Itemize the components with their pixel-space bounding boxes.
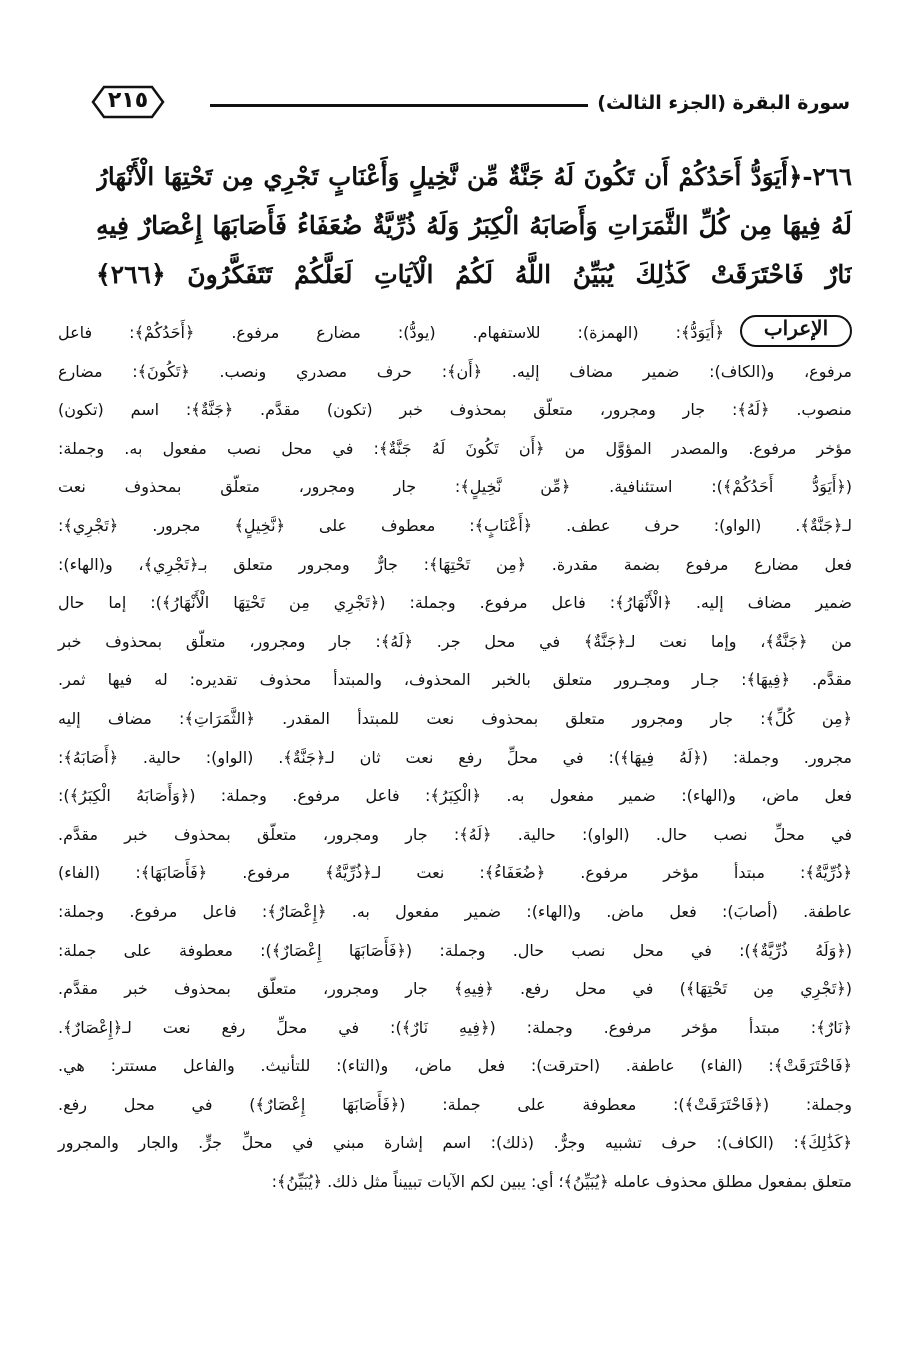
analysis-line: ﴿كَذَٰلِكَ﴾: (الكاف): حرف تشبيه وجرٌّ. (ذلك): اسم إشارة مبني في محلِّ جرٍّ. والجار والمجرور — [58, 1133, 852, 1153]
analysis-line: (﴿تَجْرِي مِن تَحْتِهَا﴾) في محل رفع. ﴿فِيهِ﴾ جار ومجرور، متعلّق بمحذوف خبر مقدَّم. — [58, 979, 852, 999]
irab-analysis — [58, 314, 852, 1202]
analysis-line: في محلِّ نصب حال. (الواو): حالية. ﴿لَهُ﴾: جار ومجرور، متعلّق بمحذوف خبر مقدَّم. — [58, 824, 852, 844]
analysis-line: متعلق بمفعول مطلق محذوف عامله ﴿يُبَيِّنُ﴾؛ أي: يبين لكم الآيات تبييناً مثل ذلك. ﴿يُبَيِّنُ﴾: — [271, 1172, 852, 1192]
analysis-line: وجملة: (﴿فَاحْتَرَقَتْ﴾): معطوفة على جملة: (﴿فَأَصَابَهَا إِعْصَارٌ﴾) في محل رفع. — [58, 1094, 852, 1114]
analysis-line: (﴿أَيَوَدُّ أَحَدُكُمْ﴾): استئنافية. ﴿مِّن نَّخِيلٍ﴾: جار ومجرور، متعلّق بمحذوف نعت — [58, 477, 852, 497]
analysis-line: مجرور. وجملة: (﴿لَهُ فِيهَا﴾): في محلِّ رفع نعت ثان لـ﴿جَنَّةٌ﴾. (الواو): حالية. ﴿أَصَابَهُ﴾: — [58, 747, 852, 767]
analysis-line: (﴿وَلَهُ ذُرِّيَّةٌ﴾): في محل نصب حال. وجملة: (﴿فَأَصَابَهَا إِعْصَارٌ﴾): معطوفة على جملة: — [58, 940, 852, 960]
verse-line: لَهُ فِيهَا مِن كُلِّ الثَّمَرَاتِ وَأَصَابَهُ الْكِبَرُ وَلَهُ ذُرِّيَّةٌ ضُعَفَاءُ فَأَصَابَهَا إِعْصَارٌ فِيهِ — [96, 211, 852, 240]
page-header — [90, 78, 850, 126]
analysis-line: ﴿أَيَوَدُّ﴾: (الهمزة): للاستفهام. (يودُّ): مضارع مرفوع. ﴿أَحَدُكُمْ﴾: فاعل — [58, 323, 724, 342]
analysis-line: ﴿مِن كُلِّ﴾: جار ومجرور متعلق بمحذوف نعت للمبتدأ المقدر. ﴿الثَّمَرَاتِ﴾: مضاف إليه — [58, 708, 852, 728]
verse-line: نَارٌ فَاحْتَرَقَتْ كَذَٰلِكَ يُبَيِّنُ اللَّهُ لَكُمُ الْآيَاتِ لَعَلَّكُمْ تَتَفَكَّرُونَ ﴿٢٦٦﴾ — [96, 260, 852, 289]
page-number: ٢١٥ — [107, 88, 149, 113]
page-number-badge — [90, 84, 166, 120]
quran-verse — [96, 152, 852, 299]
surah-title: سورة البقرة (الجزء الثالث) — [597, 92, 850, 114]
analysis-line: عاطفة. (أصابَ): فعل ماض. و(الهاء): ضمير مفعول به. ﴿إِعْصَارٌ﴾: فاعل مرفوع. وجملة: — [58, 901, 852, 921]
analysis-line: مقدَّم. ﴿فِيهَا﴾: جـار ومجـرور متعلق بالخبر المحذوف، والمبتدأ محذوف تقديره: له فيها ثمر. — [58, 670, 852, 690]
analysis-line: مؤخر مرفوع. والمصدر المؤوَّل من ﴿أَن تَكُونَ لَهُ جَنَّةٌ﴾: في محل نصب مفعول به. وجملة: — [58, 438, 852, 458]
analysis-line: منصوب. ﴿لَهُ﴾: جار ومجرور، متعلّق بمحذوف خبر (تكون) مقدَّم. ﴿جَنَّةٌ﴾: اسم (تكون) — [58, 400, 852, 420]
analysis-line: ضمير مضاف إليه. ﴿الْأَنْهَارُ﴾: فاعل مرفوع. وجملة: (﴿تَجْرِي مِن تَحْتِهَا الْأَنْهَارُ﴾): إما حال — [58, 593, 852, 613]
analysis-line: فعل مضارع مرفوع بضمة مقدرة. ﴿مِن تَحْتِهَا﴾: جارٌّ ومجرور متعلق بـ﴿تَجْرِي﴾، و(الهاء): — [58, 554, 852, 574]
analysis-line: من ﴿جَنَّةٌ﴾، وإما نعت لـ﴿جَنَّةٌ﴾ في محل جر. ﴿لَهُ﴾: جار ومجرور، متعلّق بمحذوف خبر — [58, 631, 852, 651]
analysis-line: ﴿ذُرِّيَّةٌ﴾: مبتدأ مؤخر مرفوع. ﴿ضُعَفَاءُ﴾: نعت لـ﴿ذُرِّيَّةٌ﴾ مرفوع. ﴿فَأَصَابَهَا﴾: (الفاء) — [58, 863, 852, 883]
header-rule — [210, 104, 588, 107]
analysis-line: لـ﴿جَنَّةٌ﴾. (الواو): حرف عطف. ﴿أَعْنَابٍ﴾: معطوف على ﴿نَّخِيلٍ﴾ مجرور. ﴿تَجْرِي﴾: — [58, 515, 852, 535]
analysis-line: فعل ماض، و(الهاء): ضمير مفعول به. ﴿الْكِبَرُ﴾: فاعل مرفوع. وجملة: (﴿وَأَصَابَهُ الْكِبَرُ﴾): — [58, 786, 852, 806]
analysis-line: ﴿فَاحْتَرَقَتْ﴾: (الفاء) عاطفة. (احترقت): فعل ماض، و(التاء): للتأنيث. والفاعل مستتر: هي. — [58, 1056, 852, 1076]
analysis-line: مرفوع، و(الكاف): ضمير مضاف إليه. ﴿أَن﴾: حرف مصدري ونصب. ﴿تَكُونَ﴾: مضارع — [58, 361, 852, 381]
analysis-line: ﴿نَارٌ﴾: مبتدأ مؤخر مرفوع. وجملة: (﴿فِيهِ نَارٌ﴾): في محلِّ رفع نعت لـ﴿إِعْصَارٌ﴾. — [58, 1017, 852, 1037]
verse-line: ٢٦٦-﴿أَيَوَدُّ أَحَدُكُمْ أَن تَكُونَ لَهُ جَنَّةٌ مِّن نَّخِيلٍ وَأَعْنَابٍ تَجْرِي مِن تَحْتِهَا الْأَنْهَارُ — [96, 162, 852, 191]
irab-heading: الإعراب — [763, 316, 829, 340]
